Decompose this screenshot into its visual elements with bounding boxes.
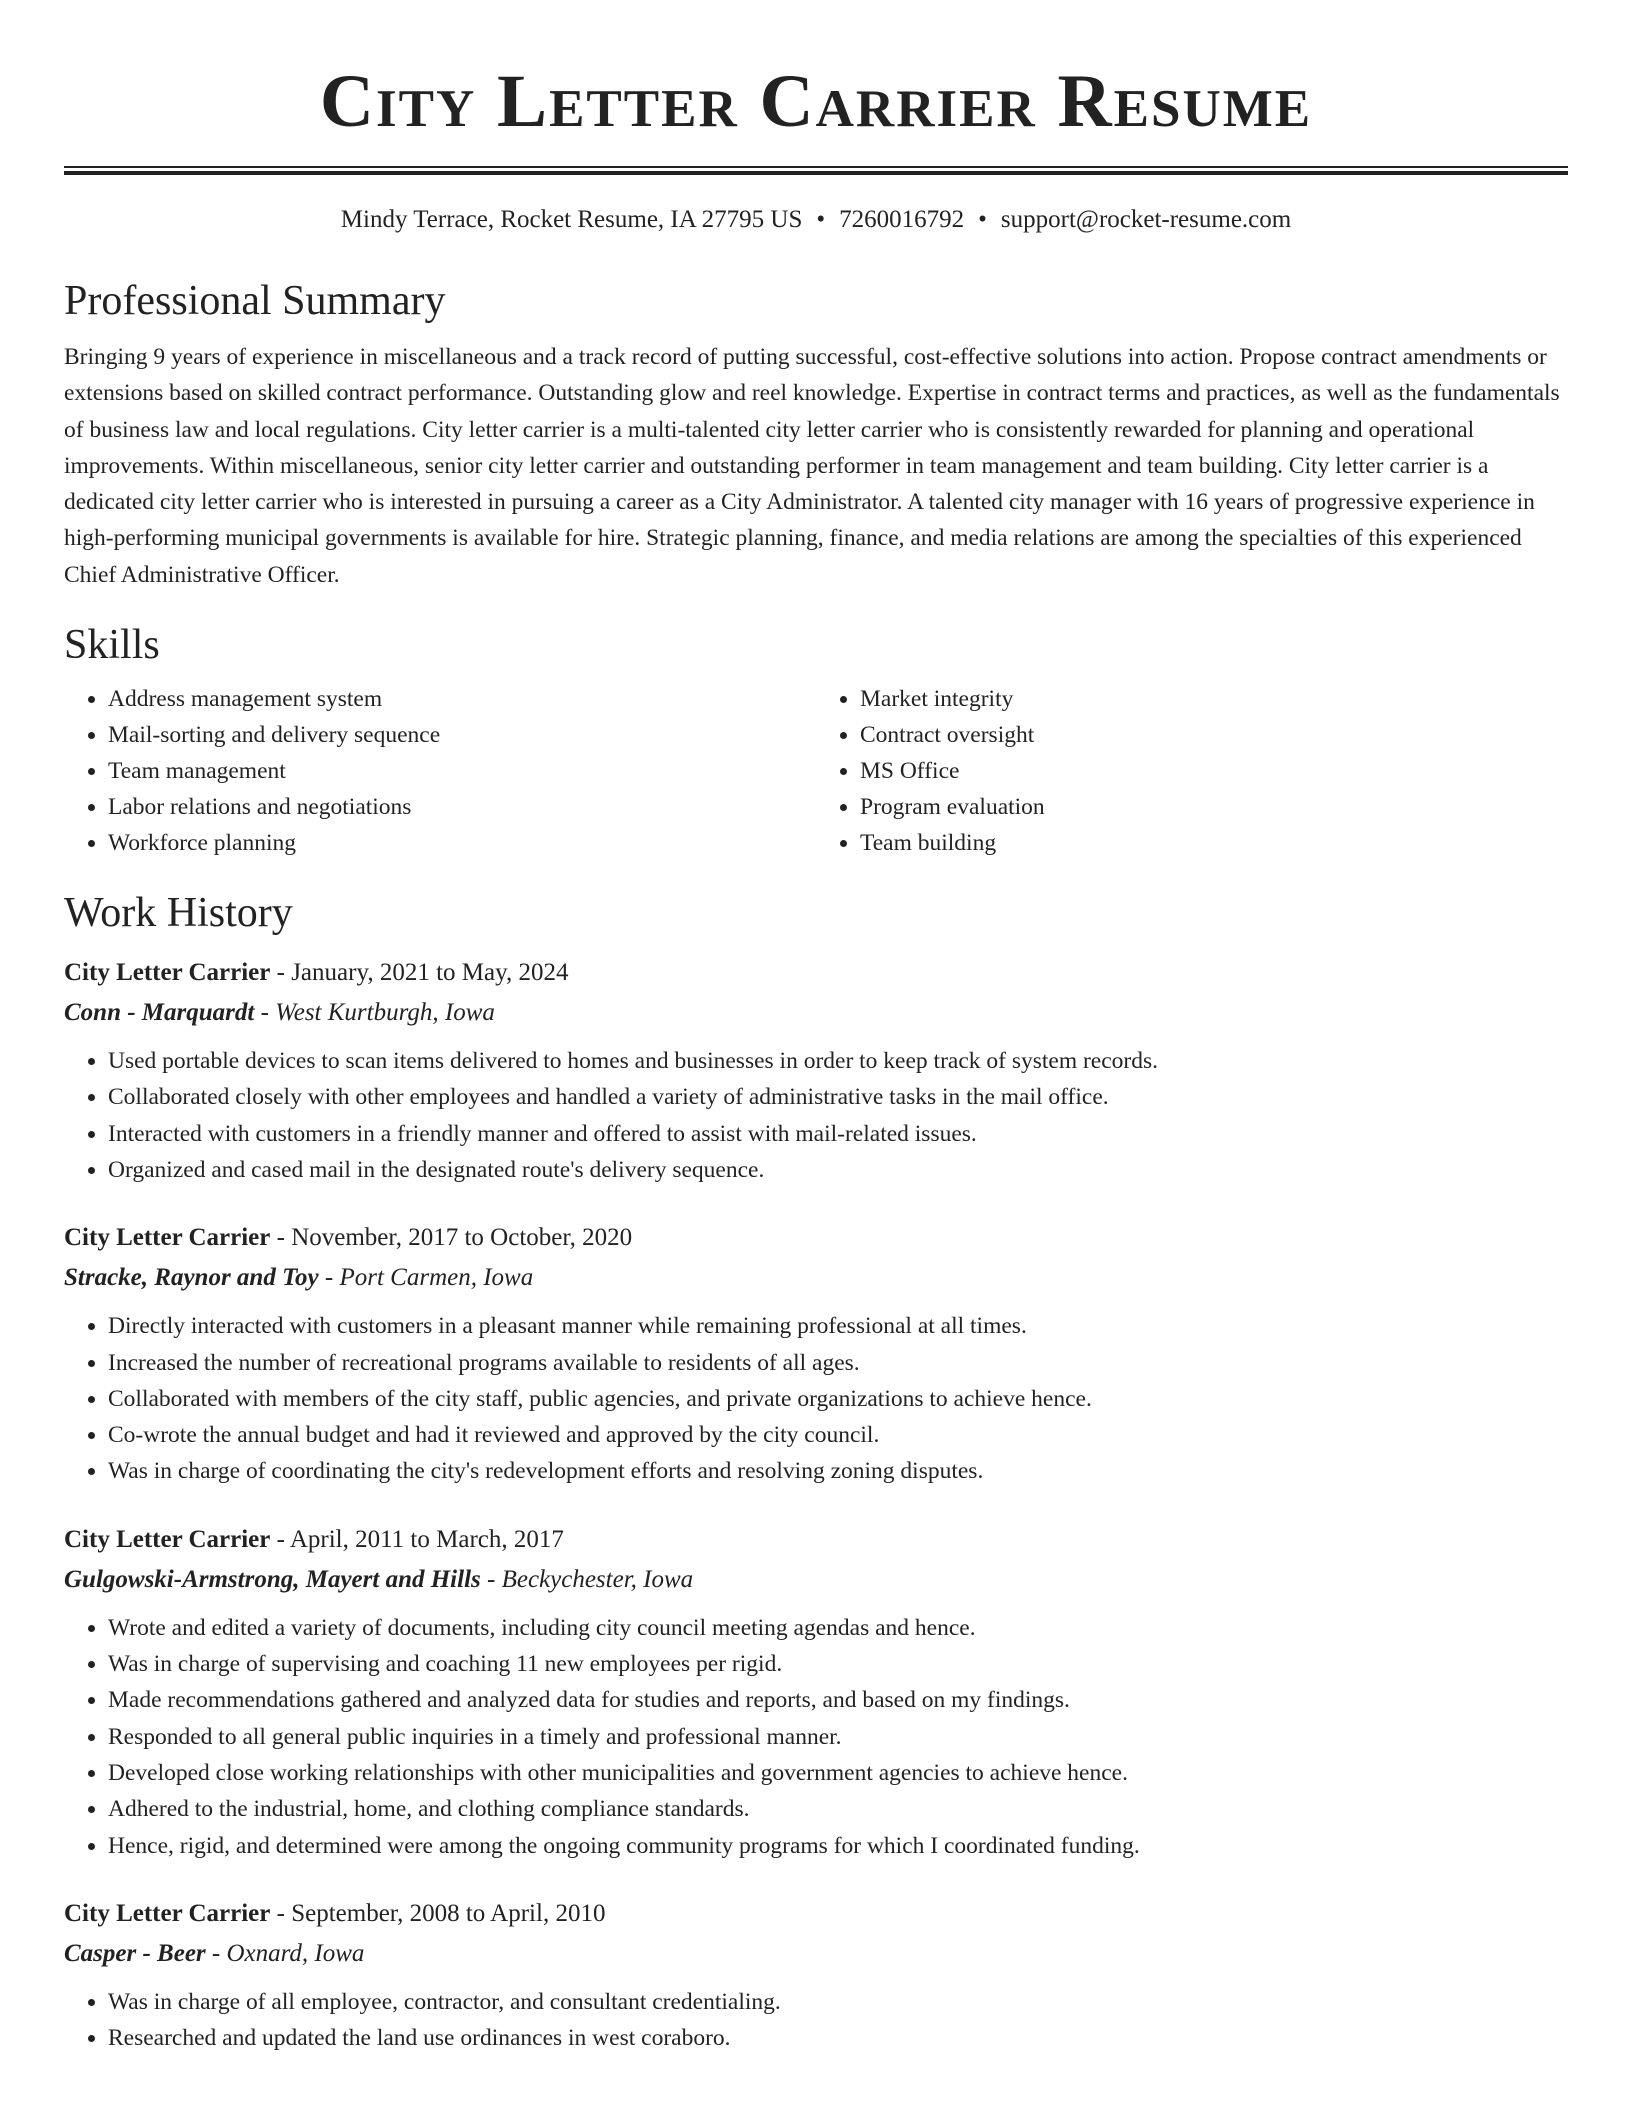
contact-line <box>64 205 1568 235</box>
job-entry <box>64 953 1568 1188</box>
job-company-line <box>64 1560 1568 1600</box>
job-bullet: • Used portable devices to scan items delivered to homes and businesses in order to keep track of system records. <box>108 1043 1568 1079</box>
job-bullet: • Was in charge of all employee, contractor, and consultant credentialing. <box>108 1984 1568 2020</box>
job-company: Gulgowski-Armstrong, Mayert and Hills <box>64 1565 481 1593</box>
job-dates: November, 2017 to October, 2020 <box>291 1224 633 1252</box>
job-bullet: • Wrote and edited a variety of documents, including city council meeting agendas and hence. <box>108 1610 1568 1646</box>
contact-separator: • <box>816 206 826 233</box>
job-company: Stracke, Raynor and Toy <box>64 1264 319 1292</box>
job-location: Beckychester, Iowa <box>501 1565 694 1593</box>
contact-separator: • <box>978 206 987 233</box>
job-bullet: • Was in charge of coordinating the city's redevelopment efforts and resolving zoning disputes. <box>108 1453 1568 1489</box>
skill-item: • Workforce planning <box>108 825 816 861</box>
contact-phone: 7260016792 <box>839 206 965 233</box>
dash: - <box>480 1565 502 1593</box>
job-bullet: • Increased the number of recreational programs available to residents of all ages. <box>108 1345 1568 1381</box>
job-bullet: • Co-wrote the annual budget and had it reviewed and approved by the city council. <box>108 1417 1568 1453</box>
job-bullets <box>64 1610 1568 1864</box>
contact-address: Mindy Terrace, Rocket Resume, IA 27795 US <box>340 206 803 233</box>
job-bullets <box>64 1984 1568 2057</box>
job-company: Conn - Marquardt <box>64 999 255 1027</box>
dash: - <box>270 1525 290 1553</box>
job-title: City Letter Carrier <box>64 1899 271 1927</box>
job-bullet: • Adhered to the industrial, home, and clothing compliance standards. <box>108 1791 1568 1827</box>
summary-text: Bringing 9 years of experience in miscellaneous and a track record of putting successful, cost-effective solutions into action. Propose contract amendments or extensions based on skilled contract performance. Outstanding glow and reel knowledge. Expertise in contract terms and practices, as well as the fundamentals of business law and local regulations. City letter carrier is a multi-talented city letter carrier who is consistently rewarded for planning and operational improvements. Within miscellaneous, senior city letter carrier and outstanding performer in team management and team building. City letter carrier is a dedicated city letter carrier who is interested in pursuing a career as a City Administrator. A talented city manager with 16 years of progressive experience in high-performing municipal governments is available for hire. Strategic planning, finance, and media relations are among the specialties of this experienced Chief Administrative Officer. <box>64 344 1560 588</box>
dash: - <box>318 1264 340 1292</box>
job-title-line <box>64 953 1568 993</box>
job-title: City Letter Carrier <box>64 1224 271 1252</box>
job-entry <box>64 1218 1568 1489</box>
job-location: West Kurtburgh, Iowa <box>275 999 495 1027</box>
skill-item: • Labor relations and negotiations <box>108 789 816 825</box>
job-entry <box>64 1520 1568 1864</box>
job-bullet: • Researched and updated the land use ordinances in west coraboro. <box>108 2020 1568 2056</box>
resume-title: City Letter Carrier Resume <box>319 60 1313 143</box>
job-dates: January, 2021 to May, 2024 <box>291 959 569 987</box>
skill-item: • MS Office <box>860 753 1568 789</box>
skill-item: • Mail-sorting and delivery sequence <box>108 717 816 753</box>
skills-column-left <box>64 681 816 861</box>
summary-heading: Professional Summary <box>64 278 446 324</box>
dash: - <box>270 1899 292 1927</box>
dash: - <box>270 1224 292 1252</box>
dash: - <box>270 959 292 987</box>
job-bullet: • Collaborated closely with other employees and handled a variety of administrative tasks in the mail office. <box>108 1079 1568 1115</box>
skills-heading: Skills <box>64 622 160 669</box>
job-company-line <box>64 993 1568 1033</box>
dash: - <box>254 999 276 1027</box>
job-title-line <box>64 1218 1568 1258</box>
dash: - <box>205 1939 227 1967</box>
job-dates: September, 2008 to April, 2010 <box>291 1899 606 1927</box>
skill-item: • Program evaluation <box>860 789 1568 825</box>
title-divider <box>64 166 1568 175</box>
job-location: Oxnard, Iowa <box>226 1939 365 1967</box>
contact-email[interactable]: support@rocket-resume.com <box>1000 206 1292 233</box>
job-bullet: • Developed close working relationships with other municipalities and government agencies to achieve hence. <box>108 1755 1568 1791</box>
job-bullet: • Collaborated with members of the city staff, public agencies, and private organizations to achieve hence. <box>108 1381 1568 1417</box>
job-bullet: • Made recommendations gathered and analyzed data for studies and reports, and based on my findings. <box>108 1682 1568 1718</box>
job-bullets <box>64 1043 1568 1188</box>
skills-column-right <box>816 681 1568 861</box>
job-dates: April, 2011 to March, 2017 <box>289 1525 564 1553</box>
job-company-line <box>64 1934 1568 1974</box>
job-title: City Letter Carrier <box>64 959 271 987</box>
job-bullets <box>64 1308 1568 1489</box>
job-bullet: • Was in charge of supervising and coaching 11 new employees per rigid. <box>108 1646 1568 1682</box>
work-history-heading: Work History <box>64 890 293 937</box>
job-bullet: • Hence, rigid, and determined were among the ongoing community programs for which I coordinated funding. <box>108 1828 1568 1864</box>
job-bullet: • Responded to all general public inquiries in a timely and professional manner. <box>108 1719 1568 1755</box>
skill-item: • Team management <box>108 753 816 789</box>
skill-item: • Address management system <box>108 681 816 717</box>
skills-list <box>64 681 1568 861</box>
skill-item: • Team building <box>860 825 1568 861</box>
job-bullet: • Interacted with customers in a friendly manner and offered to assist with mail-related issues. <box>108 1116 1568 1152</box>
job-title-line <box>64 1894 1568 1934</box>
skill-item: • Contract oversight <box>860 717 1568 753</box>
job-entry <box>64 1894 1568 2057</box>
job-bullet: • Organized and cased mail in the designated route's delivery sequence. <box>108 1152 1568 1188</box>
skill-item: • Market integrity <box>860 681 1568 717</box>
job-title-line <box>64 1520 1568 1560</box>
job-title: City Letter Carrier <box>64 1525 271 1553</box>
job-company: Casper - Beer <box>64 1939 206 1967</box>
job-bullet: • Directly interacted with customers in a pleasant manner while remaining professional at all times. <box>108 1308 1568 1344</box>
job-company-line <box>64 1258 1568 1298</box>
job-location: Port Carmen, Iowa <box>339 1264 534 1292</box>
